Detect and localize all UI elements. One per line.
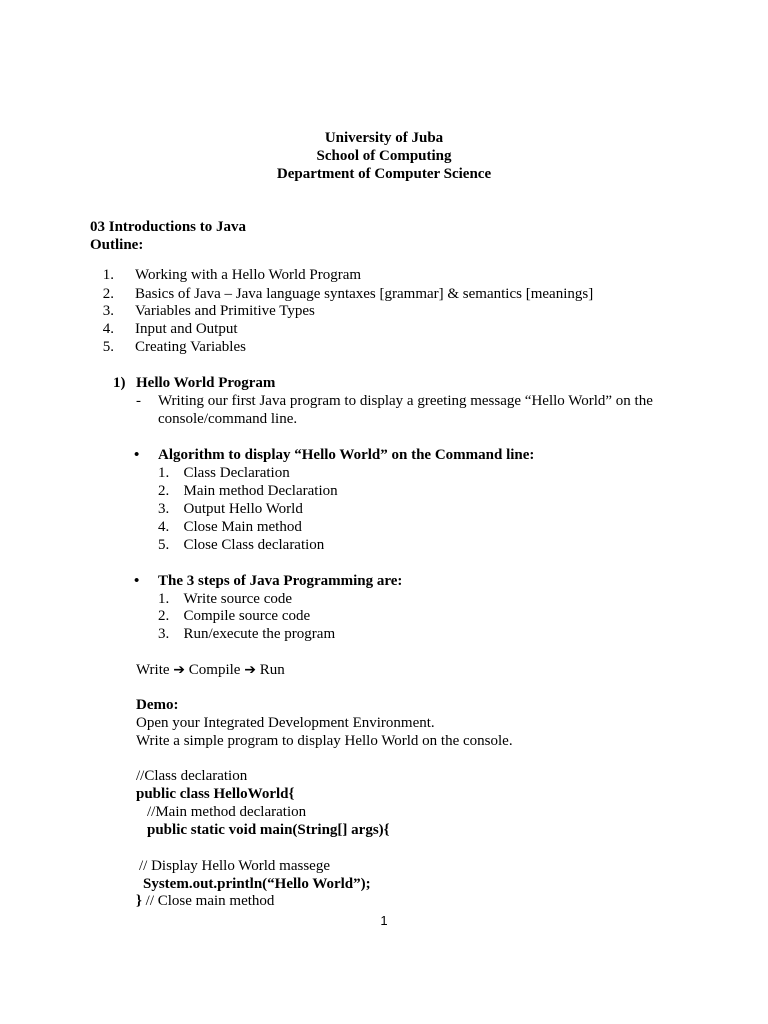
algorithm-step: 3. Output Hello World [158,501,303,517]
workflow-run: Run [259,662,285,678]
outline-item: 4. Input and Output [102,321,238,337]
section-description-line: Writing our first Java program to display a greeting message “Hello World” on the [158,393,653,409]
section-heading: Hello World Program [136,375,276,391]
closing-brace: } [136,893,142,909]
outline-item: 3. Variables and Primitive Types [102,303,315,319]
workflow-write: Write [136,662,170,678]
code-comment: // Display Hello World massege [139,858,330,874]
bullet-icon: • [134,447,140,463]
demo-text: Open your Integrated Development Environment. [136,715,435,731]
section-description-line: console/command line. [158,411,298,427]
code-comment: // Close main method [141,893,275,909]
document-header [0,129,768,183]
right-arrow-icon: ➔ [244,662,256,678]
page-number: 1 [380,913,388,928]
programming-step: 1. Write source code [158,591,293,607]
workflow-line [136,661,285,679]
algorithm-step: 2. Main method Declaration [158,483,338,499]
document-title: 03 Introductions to Java [90,219,246,235]
steps-heading: The 3 steps of Java Programming are: [158,573,403,589]
code-line [136,892,274,910]
demo-text: Write a simple program to display Hello World on the console. [136,733,513,749]
right-arrow-icon: ➔ [173,662,186,678]
outline-label: Outline: [90,237,144,253]
outline-item: 1. Working with a Hello World Program [102,267,362,283]
code-line: public static void main(String[] args){ [147,822,390,838]
code-comment: //Class declaration [136,768,248,784]
outline-item: 5. Creating Variables [102,339,246,355]
workflow-compile: Compile [188,662,241,678]
algorithm-step: 5. Close Class declaration [158,537,325,553]
programming-step: 2. Compile source code [158,608,311,624]
department-name: Department of Computer Science [276,166,492,182]
university-name: University of Juba [324,130,444,146]
dash-marker: - [136,393,141,409]
bullet-icon: • [134,573,140,589]
demo-label: Demo: [136,697,179,713]
school-name: School of Computing [316,148,452,164]
section-number: 1) [113,375,126,391]
code-line: System.out.println(“Hello World”); [143,876,371,892]
code-comment: //Main method declaration [147,804,307,820]
code-line: public class HelloWorld{ [136,786,295,802]
algorithm-step: 4. Close Main method [158,519,302,535]
outline-item: 2. Basics of Java – Java language syntaxes [grammar] & semantics [meanings] [102,286,594,302]
algorithm-step: 1. Class Declaration [158,465,290,481]
algorithm-heading: Algorithm to display “Hello World” on the Command line: [158,447,535,463]
programming-step: 3. Run/execute the program [158,626,336,642]
